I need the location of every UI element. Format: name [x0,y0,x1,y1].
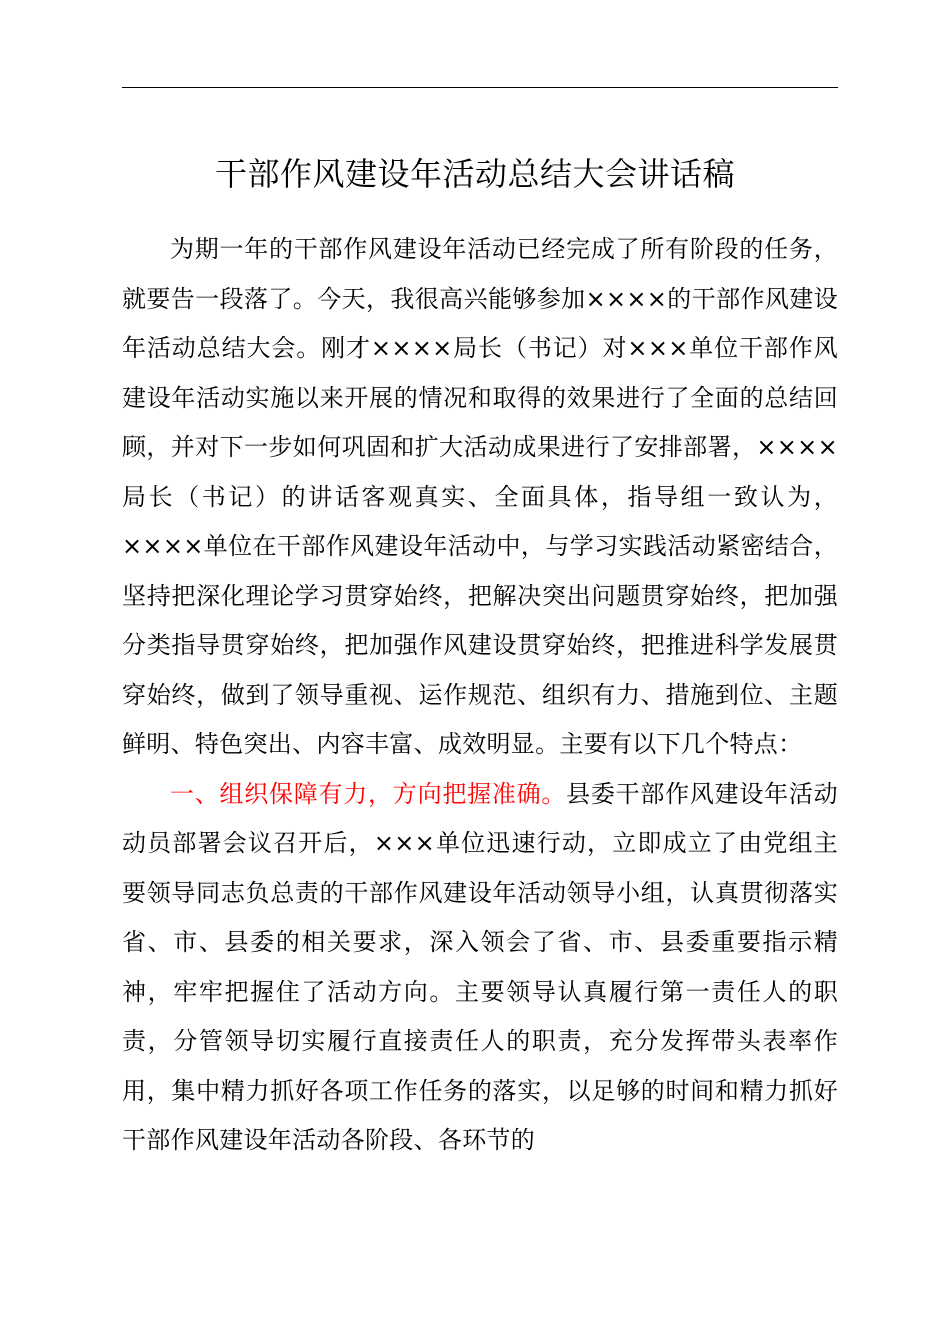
section-1-text: 县委干部作风建设年活动动员部署会议召开后，×××单位迅速行动，立即成立了由党组主要领导同志负总责的干部作风建设年活动领导小组，认真贯彻落实省、市、县委的相关要求，深入领会了省、市、县委重要指示精神，牢牢把握住了活动方向。主要领导认真履行第一责任人的职责，分管领导切实履行直接责任人的职责，充分发挥带头表率作用，集中精力抓好各项工作任务的落实，以足够的时间和精力抓好干部作风建设年活动各阶段、各环节的 [122,779,838,1154]
page-title: 干部作风建设年活动总结大会讲话稿 [214,155,735,193]
section-1-paragraph [122,770,838,1166]
header-rule [122,87,838,88]
document-body [122,225,838,1166]
intro-paragraph: 为期一年的干部作风建设年活动已经完成了所有阶段的任务，就要告一段落了。今天，我很高兴能够参加××××的干部作风建设年活动总结大会。刚才××××局长（书记）对×××单位干部作风建设年活动实施以来开展的情况和取得的效果进行了全面的总结回顾，并对下一步如何巩固和扩大活动成果进行了安排部署，××××局长（书记）的讲话客观真实、全面具体，指导组一致认为，××××单位在干部作风建设年活动中，与学习实践活动紧密结合，坚持把深化理论学习贯穿始终，把解决突出问题贯穿始终，把加强分类指导贯穿始终，把加强作风建设贯穿始终，把推进科学发展贯穿始终，做到了领导重视、运作规范、组织有力、措施到位、主题鲜明、特色突出、内容丰富、成效明显。主要有以下几个特点： [122,235,838,758]
section-1-heading: 一、组织保障有力，方向把握准确。 [170,779,567,808]
